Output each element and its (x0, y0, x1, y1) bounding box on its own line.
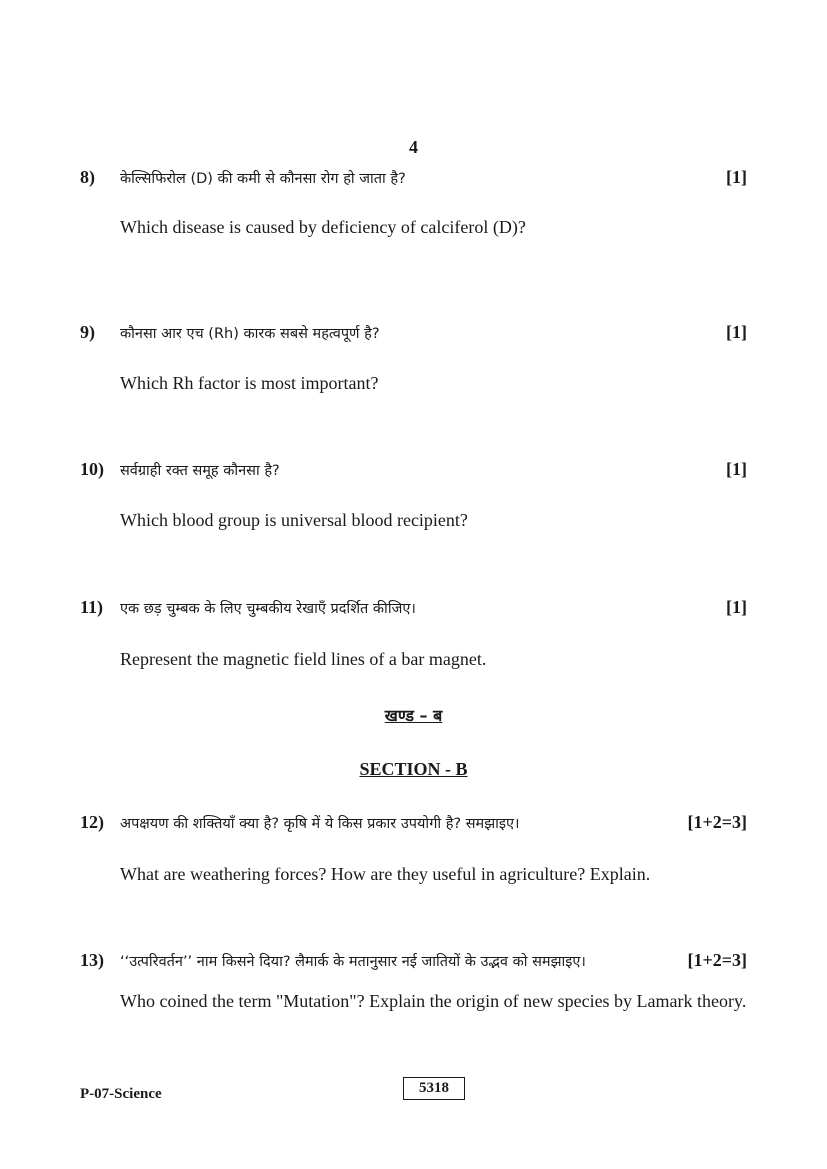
paper-code: P-07-Science (80, 1086, 162, 1102)
question-marks: [1] (726, 322, 747, 342)
question-text-english: Which disease is caused by deficiency of calciferol (D)? (120, 217, 526, 237)
question-marks: [1] (726, 459, 747, 479)
question-number: 13) (80, 950, 104, 970)
question-text-hindi: एक छड़ चुम्बक के लिए चुम्बकीय रेखाएँ प्रदर्शित कीजिए। (120, 601, 416, 617)
question-text-english: Who coined the term "Mutation"? Explain the origin of new species by Lamark theory. (120, 991, 747, 1011)
question-marks: [1+2=3] (687, 950, 747, 970)
question-text-english: Which Rh factor is most important? (120, 373, 379, 393)
question-text-english: What are weathering forces? How are they useful in agriculture? Explain. (120, 864, 651, 884)
question-number: 9) (80, 322, 95, 342)
question-text-hindi: ‘‘उत्परिवर्तन’’ नाम किसने दिया? लैमार्क के मतानुसार नई जातियों के उद्भव को समझाइए। (120, 954, 586, 970)
question-text-english: Represent the magnetic field lines of a bar magnet. (120, 649, 487, 669)
question-number: 8) (80, 167, 95, 187)
question-number: 12) (80, 812, 104, 832)
section-heading-english: SECTION - B (359, 759, 468, 779)
question-marks: [1+2=3] (687, 812, 747, 832)
question-marks: [1] (726, 167, 747, 187)
question-text-hindi: सर्वग्राही रक्त समूह कौनसा है? (120, 463, 280, 479)
section-heading-hindi: खण्ड – ब (384, 706, 443, 725)
question-text-hindi: अपक्षयण की शक्तियाँ क्या है? कृषि में ये किस प्रकार उपयोगी है? समझाइए। (120, 816, 520, 832)
question-marks: [1] (726, 597, 747, 617)
question-text-english: Which blood group is universal blood recipient? (120, 510, 468, 530)
paper-number-box: 5318 (403, 1077, 465, 1100)
question-text-hindi: केल्सिफिरोल (D) की कमी से कौनसा रोग हो जाता है? (120, 171, 406, 187)
question-number: 10) (80, 459, 104, 479)
question-number: 11) (80, 597, 104, 617)
question-text-hindi: कौनसा आर एच (Rh) कारक सबसे महत्वपूर्ण है? (120, 326, 380, 342)
page-number: 4 (409, 137, 418, 157)
